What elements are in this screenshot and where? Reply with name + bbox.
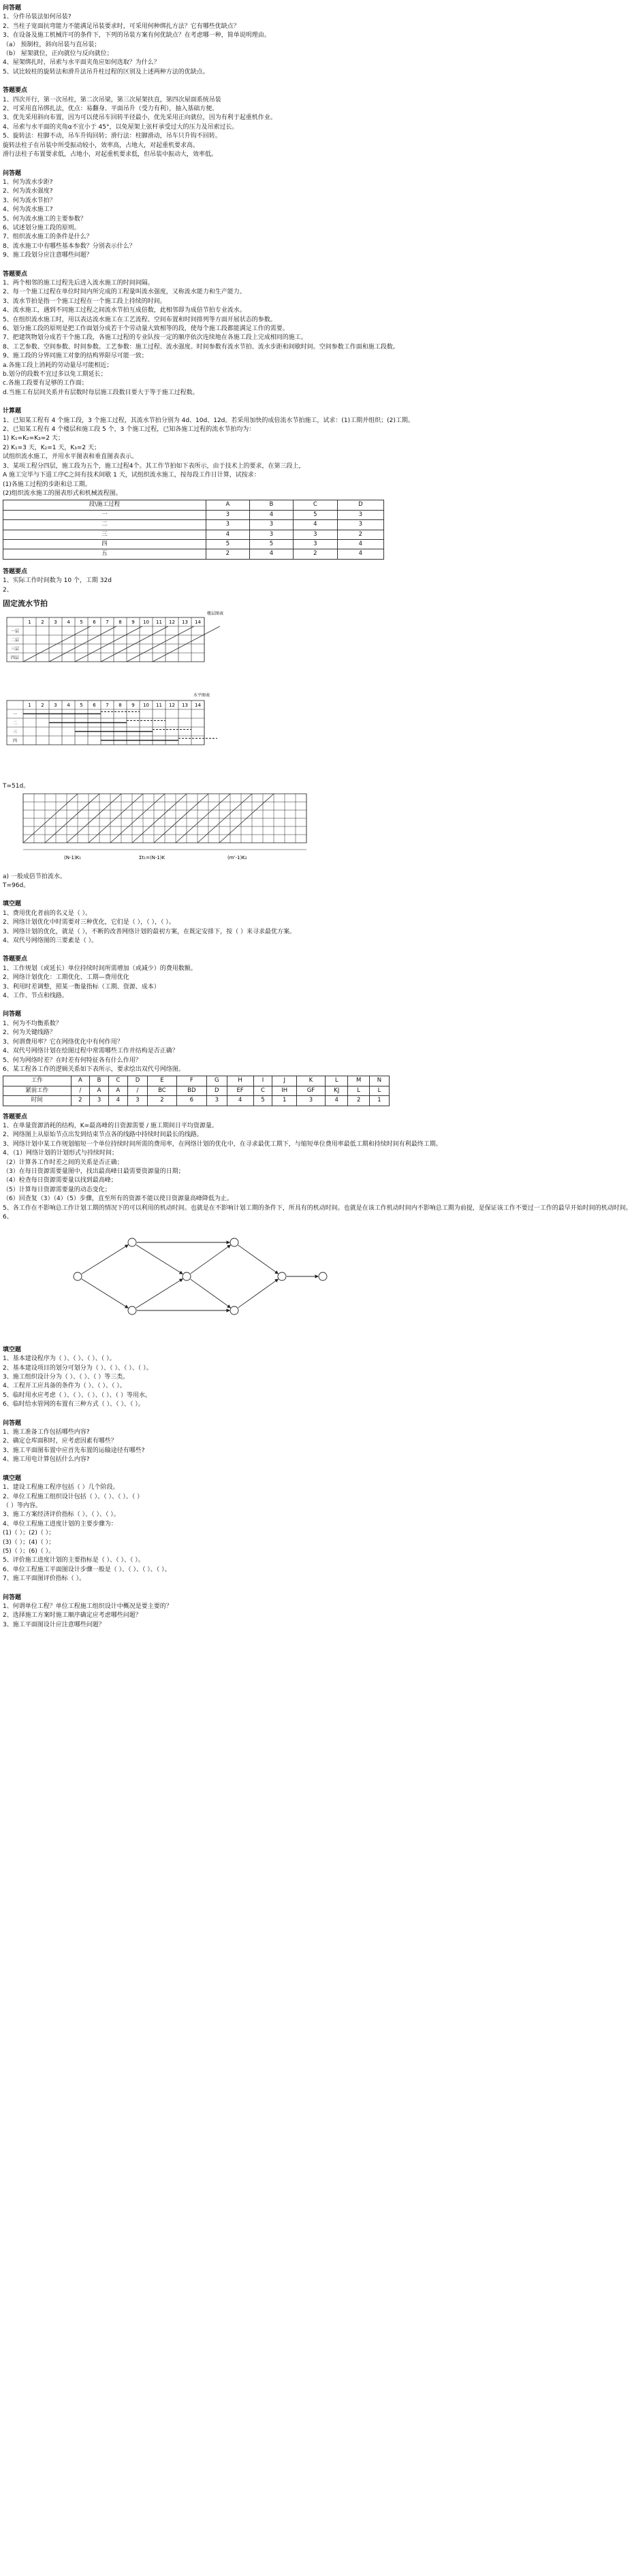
day-label: 10 [143,619,149,626]
list-item: 7、把建筑物划分成若干个施工段，各施工过程的专业队按一定的顺序依次连续地在各施工段上完成相同的施工。 [3,334,307,342]
table-header-row [3,500,384,510]
table-row [3,539,384,549]
list-item: （a） 预制柱，斜向吊装与直吊装； [3,41,101,48]
list-item: 3、施工方案经济评价指标（ ）、（ ）、（ ）。 [3,1511,120,1519]
total-time-2: T=96d。 [3,882,30,889]
table-cell: 5 [294,510,338,519]
list-item: 1) K₁=K₂=K₃=2 天； [3,435,64,442]
section-q5 [3,1594,394,1630]
figure-caption-2: 水平图表 [193,693,210,698]
list-item: 6、 [3,1214,13,1221]
list-item: a.各施工段上消耗的劳动量尽可能相近； [3,361,113,369]
network-arrow [191,1279,231,1308]
list-item: （2）计算各工作时差之间的关系是否正确； [3,1159,123,1166]
table-cell: 2 [148,1096,176,1106]
list-item: 3、施工组织设计分为（ ）、（ ）、（ ）等三类。 [3,1374,129,1381]
list-item: c.各施工段要有足够的工作面； [3,380,88,387]
table-cell: 2 [337,530,383,539]
table-header-cell: L [326,1076,348,1086]
list-item: 4、工程开工应具备的条件为（ ）、（ ）、（ ）。 [3,1383,126,1390]
list-item: 7、组织流水施工的条件是什么？ [3,234,93,241]
day-label: 5 [80,619,83,626]
network-diagram [64,1222,336,1338]
section-title: 答题要点 [3,1113,28,1121]
table-cell: 5 [253,1096,272,1106]
figure-title: 固定流水节拍 [3,598,48,608]
list-item: 3、施工平面图布置中应首先布置的运输途径有哪些? [3,1447,145,1454]
table-header-cell: 工作 [3,1076,72,1086]
list-item: 2、确定仓库面积时，应考虑因素有哪些？ [3,1438,117,1445]
list-item: 1、工作规划（或延长）单位持续时间所需增加（或减少）的费用数额。 [3,965,197,972]
list-item: 5、各工作在不影响总工作计划工期的情况下的可以利用的机动时间。也就是在不影响计划工期的条件下，所具有的机动时间。也就是在该工作机动时间内不影响总工期为前提，是保证该工作不要过一工作的最早开始时间的机动时间。 [3,1204,632,1212]
list-item: 2、选择施工方案时施工顺序确定应考虑哪些问题？ [3,1612,142,1620]
list-item: 1、在单量资源消耗的结构，K=最高峰的日资源需要 / 施工期间日平均资源量。 [3,1122,218,1129]
table-cell: 4 [294,520,338,530]
list-item: 2、网络计划优化中时需要对三种优化，它们是（ ），（ ），（ ）。 [3,919,175,927]
list-item: 5、在组织流水施工时，用以表达流水施工在工艺流程、空间布置和时间排列等方面开展状态的参数。 [3,316,276,323]
table-cell: 4 [337,549,383,559]
table-header-cell: B [249,500,293,510]
day-label: 13 [182,703,188,709]
list-item: 9、施工段划分应注意哪些问题？ [3,252,93,259]
fill3-list [3,1483,394,1583]
section-q1 [3,4,394,77]
row-label: 四层 [10,656,20,661]
table-cell: 4 [249,510,293,519]
table-cell: 3 [127,1096,147,1106]
q1-list [3,13,394,77]
list-item: 旋转法柱子在吊装中所受振动较小，效率高，占地大，对起重机要求高。 [3,142,200,149]
network-node [230,1238,238,1246]
network-arrow [82,1279,128,1308]
list-item: 2、单位工程施工组织设计包括（ ）、（ ）、（ ）、（ ） [3,1493,144,1500]
list-item: (2)组织流水施工的图表形式和机械流程图。 [3,489,122,497]
table-header-cell: A [206,500,249,510]
network-arrow [238,1245,279,1274]
day-label: 7 [106,619,109,626]
list-item: 1、两个相邻的施工过程先后进入流水施工的时间间隔。 [3,279,154,287]
day-label: 4 [67,703,70,709]
section-q4 [3,1419,394,1465]
list-item: 3、某项工程分四层，施工段为五个，施工过程4个。其工作节拍如下表所示，由于技术上的要求，在第三段上， [3,462,305,470]
section-fill1 [3,900,394,946]
table-row [3,549,384,559]
list-item: 1、四次开行，第一次吊柱，第二次吊梁，第三次屋架扶直，第四次屋面系统吊装 [3,96,221,103]
day-label: 13 [182,619,188,626]
a2-list [3,279,399,398]
network-node [278,1272,286,1281]
section-title: 答题要点 [3,270,28,278]
list-item: 1、已知某工程有 4 个施工段，3 个施工过程，其流水节拍分别为 4d、10d、12d。若采用加快的成倍流水节拍施工，试求：(1)工期并组织；(2)工期。 [3,417,414,424]
table-header-cell: C [294,500,338,510]
list-item: 2、何为流水强度? [3,188,53,195]
list-item: 4、（1）网络计划的计划形式与持续时间； [3,1150,118,1157]
day-label: 2 [41,619,44,626]
list-item: 8、流水施工中有哪些基本参数？分别表示什么？ [3,242,136,250]
table-header-cell: G [207,1076,227,1086]
day-label: 8 [118,703,122,709]
figure-label-a: a) 一般成倍节拍流水。 [3,873,66,880]
section-q2 [3,170,394,261]
list-item: 3、网络计划中某工作规划缩短一个单位持续时间所需的费用率，在网络计划的优化中，在寻求最优工期下，与缩短单位费用率最低工期和持续时间有利最终工期。 [3,1140,442,1148]
list-item: 6、单位工程施工平面图设计步骤一般是（ ）、（ ）、（ ）、（ ）。 [3,1566,171,1573]
table-header-cell: K [296,1076,325,1086]
bottom-label-3: (m'-1)K₂ [227,855,247,861]
list-item: 5、临时用水应考虑（ ）、（ ）、（ ）、（ ）、（ ）等用水。 [3,1391,152,1399]
section-title: 计算题 [3,408,22,415]
list-item: 9、施工段的分界同施工对象的结构界限尽可能一致； [3,353,148,360]
list-item: 6、某工程各工作的逻辑关系如下表所示，要求绘出双代号网络图。 [3,1065,185,1073]
table-cell: 4 [326,1096,348,1106]
list-item: 3、流水节拍是指一个施工过程在一个施工段上持续的时间。 [3,297,166,305]
network-node [319,1272,327,1281]
table-cell: IH [272,1086,296,1095]
list-item: 4、流水施工，遇到不同施工过程之间流水节拍互成倍数，此相邻即为成倍节拍专业流水。 [3,307,246,315]
section-title: 答题要点 [3,568,28,575]
list-item: 滑行法柱子布置要求低，占地小，对起重机要求低，但吊装中振动大，效率低。 [3,151,218,159]
row-label: 三 [12,730,18,735]
network-node [128,1238,136,1246]
day-label: 14 [195,619,201,626]
day-label: 1 [28,619,31,626]
day-label: 7 [106,703,109,709]
section-q3 [3,1010,394,1106]
table-cell: A [108,1086,127,1095]
bottom-label-1: (N-1)K₁ [64,855,82,861]
list-item: 1、基本建设程序为（ ）、（ ）、（ ）、（ ）。 [3,1355,116,1363]
list-item: A 施工完毕与下道工序C之间有技术间歇 1 天，试组织流水施工，按每段工作日计算，试按求： [3,472,260,479]
list-item: 2、可采用直吊绑扎法，优点：易翻身、平面吊升（受力有利），抽入基础方便。 [3,106,219,113]
list-item: （ ）等内容。 [3,1502,42,1509]
a1-list [3,96,394,160]
day-label: 6 [93,619,96,626]
list-item: 3、何谓费用率？它在网络优化中有何作用？ [3,1038,123,1046]
list-item: 5、评价施工进度计划的主要指标是（ ）、（ ）、（ ）。 [3,1557,144,1564]
list-item: 3、施工平面图设计应注意哪些问题？ [3,1621,105,1628]
table-cell: 紧前工作 [3,1086,72,1095]
table-cell: GF [296,1086,325,1095]
table-cell: 一 [3,510,206,519]
table-header-row [3,1076,390,1086]
list-item: (3)（ ）；(4)（ ）； [3,1539,55,1546]
table-cell: 2 [348,1096,370,1106]
list-item: 1、建设工程施工程序包括（ ）几个阶段。 [3,1484,119,1492]
list-item: 2、当柱子宽面抗弯能力不能满足吊装要求时，可采用何种绑扎方法？它有哪些优缺点？ [3,22,240,30]
section-a5 [3,1113,632,1223]
section-title: 问答题 [3,170,22,177]
network-arrow [238,1279,279,1308]
vertical-chart [7,617,220,662]
table-cell: 二 [3,520,206,530]
table-cell: C [253,1086,272,1095]
fixed-beat-diagrams [3,608,289,778]
fill1-list [3,909,394,946]
table-cell: 3 [207,1096,227,1106]
section-title: 答题要点 [3,87,28,95]
table-cell: 四 [3,539,206,549]
list-item: （6）回查复（3）（4）（5）步骤，直至所有的资源不能以使日资源量高峰降低为止。 [3,1195,233,1203]
table-cell: 3 [294,530,338,539]
day-label: 11 [156,619,162,626]
table-row [3,1096,390,1106]
list-item: 5、何为网络时差？在时差有何特征各有什么作用？ [3,1057,142,1064]
table-cell: 2 [206,549,249,559]
list-item: 2) K₁=3 天，K₂=1 天，K₃=2 天； [3,444,101,451]
list-item: 6、临时给水管网的布置有三种方式（ ）、（ ）、（ ）。 [3,1401,144,1408]
list-item: 5、何为流水施工的主要参数？ [3,215,86,223]
list-item: 1、分件吊装法如何吊装? [3,14,72,21]
table-cell: / [127,1086,147,1095]
list-item: 4、单位工程施工进度计划的主要步骤为： [3,1520,117,1528]
section-a4 [3,955,394,1001]
network-arrow [136,1279,183,1308]
table-header-cell: N [369,1076,389,1086]
bottom-label-2: Σt₁=(N-1)K [139,855,165,861]
table-header-cell: I [253,1076,272,1086]
table-row [3,1086,390,1095]
list-item: （4）检查每日资源需要量以找到最高峰； [3,1177,117,1185]
list-item: 4、双代号网络图的三要素是（ ）。 [3,937,98,945]
fill2-list [3,1355,394,1409]
table-cell: 3 [337,510,383,519]
total-time-1: T=51d。 [3,782,30,790]
network-arrow [82,1245,128,1274]
table-cell: 4 [337,539,383,549]
section-title: 填空题 [3,1346,22,1353]
table-header-cell: A [71,1076,90,1086]
row-label: 二 [12,721,18,726]
calc-list [3,417,414,499]
list-item: 试组织流水施工，并用水平图表和垂直图表表示。 [3,453,138,461]
table-cell: 3 [206,520,249,530]
table-cell: 5 [206,539,249,549]
day-label: 6 [93,703,96,709]
day-label: 14 [195,703,201,709]
table-cell: EF [227,1086,253,1095]
table-cell: 3 [206,510,249,519]
table-cell: 2 [294,549,338,559]
list-item: (5)（ ）；(6)（ ）。 [3,1547,55,1555]
day-label: 12 [169,703,175,709]
logic-table [3,1076,390,1106]
table-cell: 3 [296,1096,325,1106]
table-cell: 4 [206,530,249,539]
q5-list [3,1603,394,1630]
list-item: 4、吊索与水平面的夹角α不宜小于 45°，以免屋架上弦杆承受过大的压力及吊索过长。 [3,123,238,131]
horizontal-chart [7,701,217,745]
figure-multiple-beat [3,791,394,890]
list-item: （b） 屋架就位，正向就位与反向就位； [3,50,113,58]
list-item: 2、 [3,586,13,594]
row-label: 二层 [10,638,20,643]
network-node [74,1272,82,1281]
row-label: 一 [12,712,18,718]
q3-list [3,1020,394,1074]
list-item: （3）在每日资源需要量图中，找出最高峰日最需要资源量的日期； [3,1168,185,1175]
list-item: 2、基本建设项目的划分可划分为（ ）、（ ）、（ ）、（ ）。 [3,1364,153,1372]
table-cell: / [71,1086,90,1095]
table-cell: A [90,1086,109,1095]
network-node [128,1306,136,1315]
table-row [3,520,384,530]
table-header-cell: H [227,1076,253,1086]
list-item: 4、何为流水施工? [3,206,53,214]
section-a1 [3,86,394,159]
day-label: 1 [28,703,31,709]
list-item: 2、网络计划优化：工期优化、工期—费用优化 [3,974,129,982]
section-title: 问答题 [3,1011,22,1018]
list-item: 2、每一个施工过程在单位时间内所完成的工程量叫流水强度，又称流水能力和生产能力。 [3,289,246,296]
network-node [230,1306,238,1315]
list-item: 8、工艺参数、空间参数、时间参数。工艺参数：施工过程、流水强度。时间参数有流水节拍、流水步距和间歇时间。空间参数工作面和施工段数。 [3,343,399,351]
table-cell: 6 [176,1096,206,1106]
row-label: 四 [12,739,18,744]
network-arrow [136,1245,183,1274]
network-node [183,1272,191,1281]
table-cell: 4 [249,549,293,559]
table-header-cell: M [348,1076,370,1086]
list-item: b.划分的段数不宜过多以免工期延长； [3,371,107,379]
list-item: 3、网络计划的优化，就是（ ），不断的改善网络计划的最初方案，在既定安排下，按（ ）来寻求最优方案。 [3,928,296,935]
list-item: 1、费用优化者前的名义是（ ）。 [3,909,92,917]
day-label: 3 [54,619,57,626]
network-arrow [191,1245,231,1274]
table-header-cell: D [127,1076,147,1086]
table-cell: 3 [337,520,383,530]
calc-table [3,500,384,559]
section-fill2 [3,1346,394,1410]
table-header-cell: C [108,1076,127,1086]
table-cell: 4 [227,1096,253,1106]
table-cell: L [369,1086,389,1095]
table-cell: 3 [294,539,338,549]
list-item: 1、何谓单位工程？单位工程施工组织设计中概况是要主要的？ [3,1603,172,1610]
table-cell: 5 [249,539,293,549]
table-header-cell: F [176,1076,206,1086]
list-item: 2、何为关键线路？ [3,1029,56,1037]
list-item: 2、网络图上从原始节点出发到结束节点各的线路中持续时间最长的线路。 [3,1131,203,1139]
table-cell: 1 [369,1096,389,1106]
list-item: 4、施工用电计算包括什么内容? [3,1456,90,1464]
section-fill3 [3,1475,394,1584]
list-item: 6、试述划分施工段的原则。 [3,224,80,231]
list-item: 3、在设备及施工机械许可的条件下，下列的吊装方案有何优缺点？在考虑哪一种，简单说明理由。 [3,32,270,39]
table-cell: 时间 [3,1096,72,1106]
section-title: 答题要点 [3,956,28,963]
table-header-cell: J [272,1076,296,1086]
list-item: （5）计算每日资源需要量的动态变化； [3,1186,111,1193]
day-label: 9 [131,703,135,709]
figure-fixed-beat [3,599,394,791]
section-title: 问答题 [3,1594,22,1601]
list-item: 4、屋架绑扎时，吊索与水平面夹角应如何选取？为什么？ [3,59,160,67]
table-cell: D [207,1086,227,1095]
section-title: 问答题 [3,5,22,12]
table-cell: 五 [3,549,206,559]
list-item: 6、划分施工段的原则是把工作面划分成若干个劳动量大致相等的段，使每个施工段都能满足工作的需要。 [3,325,289,332]
table-cell: 4 [108,1096,127,1106]
list-item: 5、试比较柱的旋转法和滑升法吊升柱过程的区别及上述两种方法的优缺点。 [3,68,209,76]
figure-caption: 楼层图表 [207,611,224,617]
table-header-cell: E [148,1076,176,1086]
table-row [3,510,384,519]
table-cell: 3 [249,530,293,539]
list-item: 7、施工平面图评价指标（ ）。 [3,1575,86,1583]
a3-list [3,577,394,595]
document [3,1,632,1630]
list-item: (1)（ ）；(2)（ ）； [3,1530,55,1537]
list-item: 1、何为流水步距? [3,178,53,186]
section-a2 [3,270,399,398]
a5-list [3,1122,632,1222]
day-label: 12 [169,619,175,626]
q4-list [3,1428,394,1465]
table-cell: KJ [326,1086,348,1095]
table-cell: 3 [249,520,293,530]
table-cell: BD [176,1086,206,1095]
table-cell: 3 [90,1096,109,1106]
section-a3 [3,568,394,595]
table-header-cell: D [337,500,383,510]
multiple-beat-diagram [3,791,384,866]
list-item: 1、实际工作时间数为 10 个，工期 32d [3,577,112,585]
list-item: 1、施工准备工作包括哪些内容? [3,1429,90,1436]
table-row [3,530,384,539]
table-cell: 1 [272,1096,296,1106]
network-graph [74,1238,327,1315]
q2-list [3,178,394,261]
section-title: 问答题 [3,1419,22,1427]
day-label: 5 [80,703,83,709]
day-label: 8 [118,619,122,626]
row-label: 三层 [10,647,20,652]
day-label: 9 [131,619,135,626]
section-title: 填空题 [3,1475,22,1482]
list-item: 4、双代号网络计划在绘图过程中常需哪些工作并结构是否正确？ [3,1048,178,1055]
day-label: 3 [54,703,57,709]
table-cell: L [348,1086,370,1095]
row-label: 一层 [10,629,20,634]
table-cell: 2 [71,1096,90,1106]
a4-list [3,965,394,1001]
table-cell: BC [148,1086,176,1095]
list-item: (1)各施工过程的步距和总工期。 [3,481,91,488]
day-label: 4 [67,619,70,626]
section-calc [3,407,414,560]
day-label: 10 [143,703,149,709]
list-item: 4、工作、节点和线路。 [3,993,68,1000]
list-item: 1、何为不均衡系数？ [3,1020,62,1027]
list-item: 3、利用时差调整，照某一衡量指标（工期、资源、成本） [3,983,160,991]
list-item: 5、旋转法：柱脚不动，吊车升钩回转；滑行法：柱脚滑动，吊车只升钩不回转。 [3,133,221,140]
list-item: 2、已知某工程有 4 个楼层和施工段 5 个，3 个施工过程，已知各施工过程的流水节拍均为： [3,426,255,434]
table-cell: 三 [3,530,206,539]
table-header-cell: 段\施工过程 [3,500,206,510]
table-header-cell: B [90,1076,109,1086]
day-label: 2 [41,703,44,709]
day-label: 11 [156,703,162,709]
list-item: 3、优先采用斜向布置，因为可以使吊车回转半径最小，优先采用正向就位，因为有利于起重机作业。 [3,114,276,122]
list-item: d.当施工有层间关系并有层数时每层施工段数目要大于等于施工过程数。 [3,389,199,396]
list-item: 3、何为流水节拍？ [3,197,56,204]
staggered-chart [23,794,306,850]
section-title: 填空题 [3,901,22,908]
